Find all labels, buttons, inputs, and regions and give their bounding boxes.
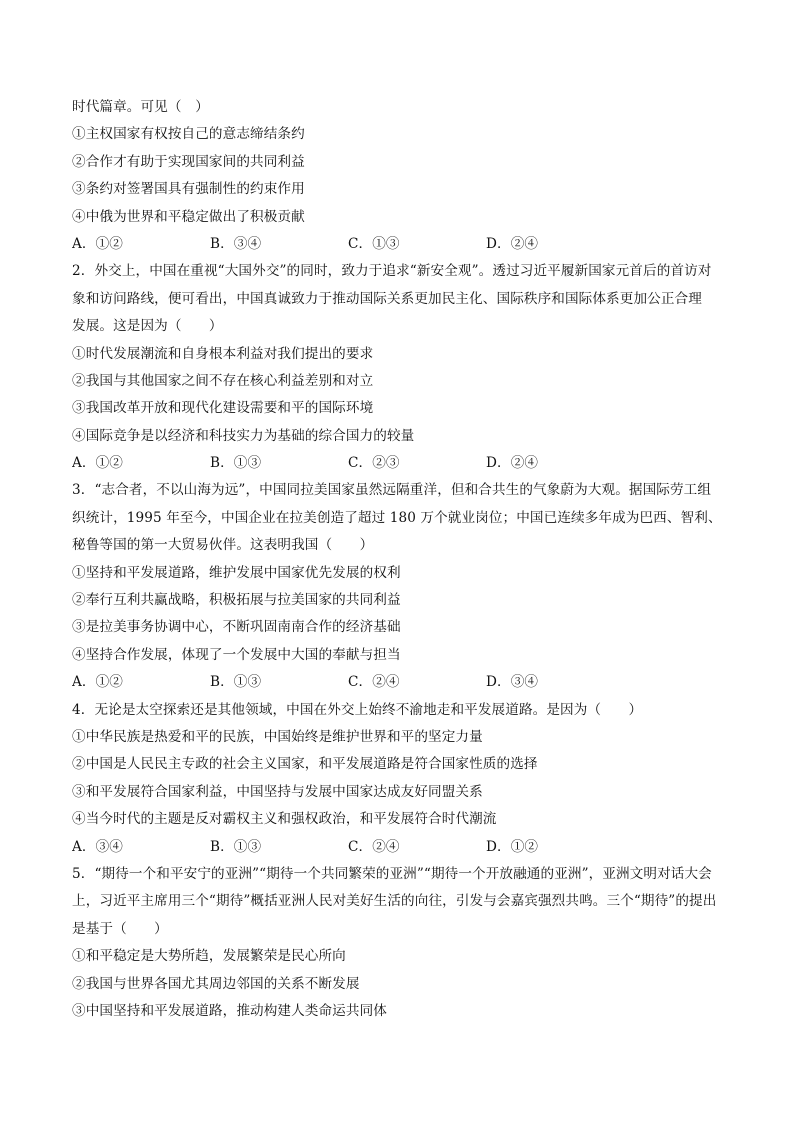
- option-d: D．②④: [486, 455, 539, 472]
- question-stem-line: 4．无论是太空探索还是其他领域，中国在外交上始终不渝地走和平发展道路。是因为（ ）: [72, 701, 643, 718]
- question-stem-line: 时代篇章。可见（ ）: [72, 99, 209, 115]
- question-stem-line: 织统计，1995 年至今，中国企业在拉美创造了超过 180 万个就业岗位；中国已连续多年成为巴西、智利、: [72, 509, 722, 526]
- option-d: D．①②: [486, 838, 539, 855]
- page-content: [72, 94, 732, 1025]
- option-c: C．①③: [348, 235, 400, 252]
- choice-statement: ③中国坚持和平发展道路，推动构建人类命运共同体: [72, 1002, 387, 1019]
- choice-statement: ①中华民族是热爱和平的民族，中国始终是维护世界和平的坚定力量: [72, 728, 483, 745]
- question-stem-line: 2．外交上，中国在重视“大国外交”的同时，致力于追求“新安全观”。透过习近平履新国家元首后的首访对: [72, 263, 712, 280]
- option-a: A．①②: [72, 455, 123, 472]
- question-4: [72, 697, 732, 861]
- option-a: A．③④: [72, 838, 123, 855]
- choice-statement: ②奉行互利共赢战略，积极拓展与拉美国家的共同利益: [72, 592, 401, 609]
- question-stem-line: 5．“期待一个和平安宁的亚洲”“期待一个共同繁荣的亚洲”“期待一个开放融通的亚洲”，亚洲文明对话大会: [72, 865, 712, 882]
- choice-statement: ④中俄为世界和平稳定做出了积极贡献: [72, 208, 305, 225]
- option-c: C．②④: [348, 674, 400, 691]
- option-a: A．①②: [72, 235, 123, 252]
- choice-statement: ④坚持合作发展，体现了一个发展中大国的奉献与担当: [72, 646, 401, 663]
- option-a: A．①②: [72, 674, 123, 691]
- option-d: D．③④: [486, 674, 539, 691]
- option-b: B．①③: [210, 674, 262, 691]
- choice-statement: ①坚持和平发展道路，维护发展中国家优先发展的权利: [72, 564, 401, 581]
- option-d: D．②④: [486, 235, 539, 252]
- option-b: B．③④: [210, 235, 262, 252]
- choice-statement: ①时代发展潮流和自身根本利益对我们提出的要求: [72, 345, 374, 362]
- choice-statement: ③是拉美事务协调中心，不断巩固南南合作的经济基础: [72, 619, 401, 636]
- choice-statement: ②中国是人民民主专政的社会主义国家，和平发展道路是符合国家性质的选择: [72, 756, 538, 773]
- option-c: C．②③: [348, 455, 400, 472]
- choice-statement: ②合作才有助于实现国家间的共同利益: [72, 153, 305, 170]
- answer-options: [72, 669, 732, 696]
- choice-statement: ③和平发展符合国家利益，中国坚持与发展中国家达成友好同盟关系: [72, 783, 483, 800]
- question-2: [72, 258, 732, 477]
- option-b: B．①③: [210, 455, 262, 472]
- choice-statement: ④当今时代的主题是反对霸权主义和强权政治，和平发展符合时代潮流: [72, 811, 497, 828]
- question-stem-line: 发展。这是因为（ ）: [72, 318, 223, 335]
- option-c: C．②④: [348, 838, 400, 855]
- question-stem-line: 是基于（ ）: [72, 920, 168, 937]
- question-stem-line: 3．“志合者，不以山海为远”，中国同拉美国家虽然远隔重洋，但和合共生的气象蔚为大观。据国际劳工组: [72, 482, 712, 499]
- choice-statement: ②我国与其他国家之间不存在核心利益差别和对立: [72, 372, 374, 389]
- choice-statement: ①和平稳定是大势所趋，发展繁荣是民心所向: [72, 948, 346, 965]
- question-stem-line: 上，习近平主席用三个“期待”概括亚洲人民对美好生活的向往，引发与会嘉宾强烈共鸣。三个“期待”的提出: [72, 893, 717, 910]
- question-stem-line: 秘鲁等国的第一大贸易伙伴。这表明我国（ ）: [72, 537, 374, 554]
- answer-options: [72, 450, 732, 477]
- choice-statement: ①主权国家有权按自己的意志缔结条约: [72, 126, 305, 143]
- answer-options: [72, 834, 732, 861]
- choice-statement: ②我国与世界各国尤其周边邻国的关系不断发展: [72, 975, 360, 992]
- choice-statement: ④国际竞争是以经济和科技实力为基础的综合国力的较量: [72, 427, 415, 444]
- choice-statement: ③条约对签署国具有强制性的约束作用: [72, 181, 305, 198]
- option-b: B．①③: [210, 838, 262, 855]
- question-3: [72, 477, 732, 696]
- question-1-continuation: [72, 94, 732, 258]
- choice-statement: ③我国改革开放和现代化建设需要和平的国际环境: [72, 400, 374, 417]
- question-stem-line: 象和访问路线，便可看出，中国真诚致力于推动国际关系更加民主化、国际秩序和国际体系更加公正合理: [72, 290, 702, 307]
- answer-options: [72, 231, 732, 258]
- question-5: [72, 861, 732, 1025]
